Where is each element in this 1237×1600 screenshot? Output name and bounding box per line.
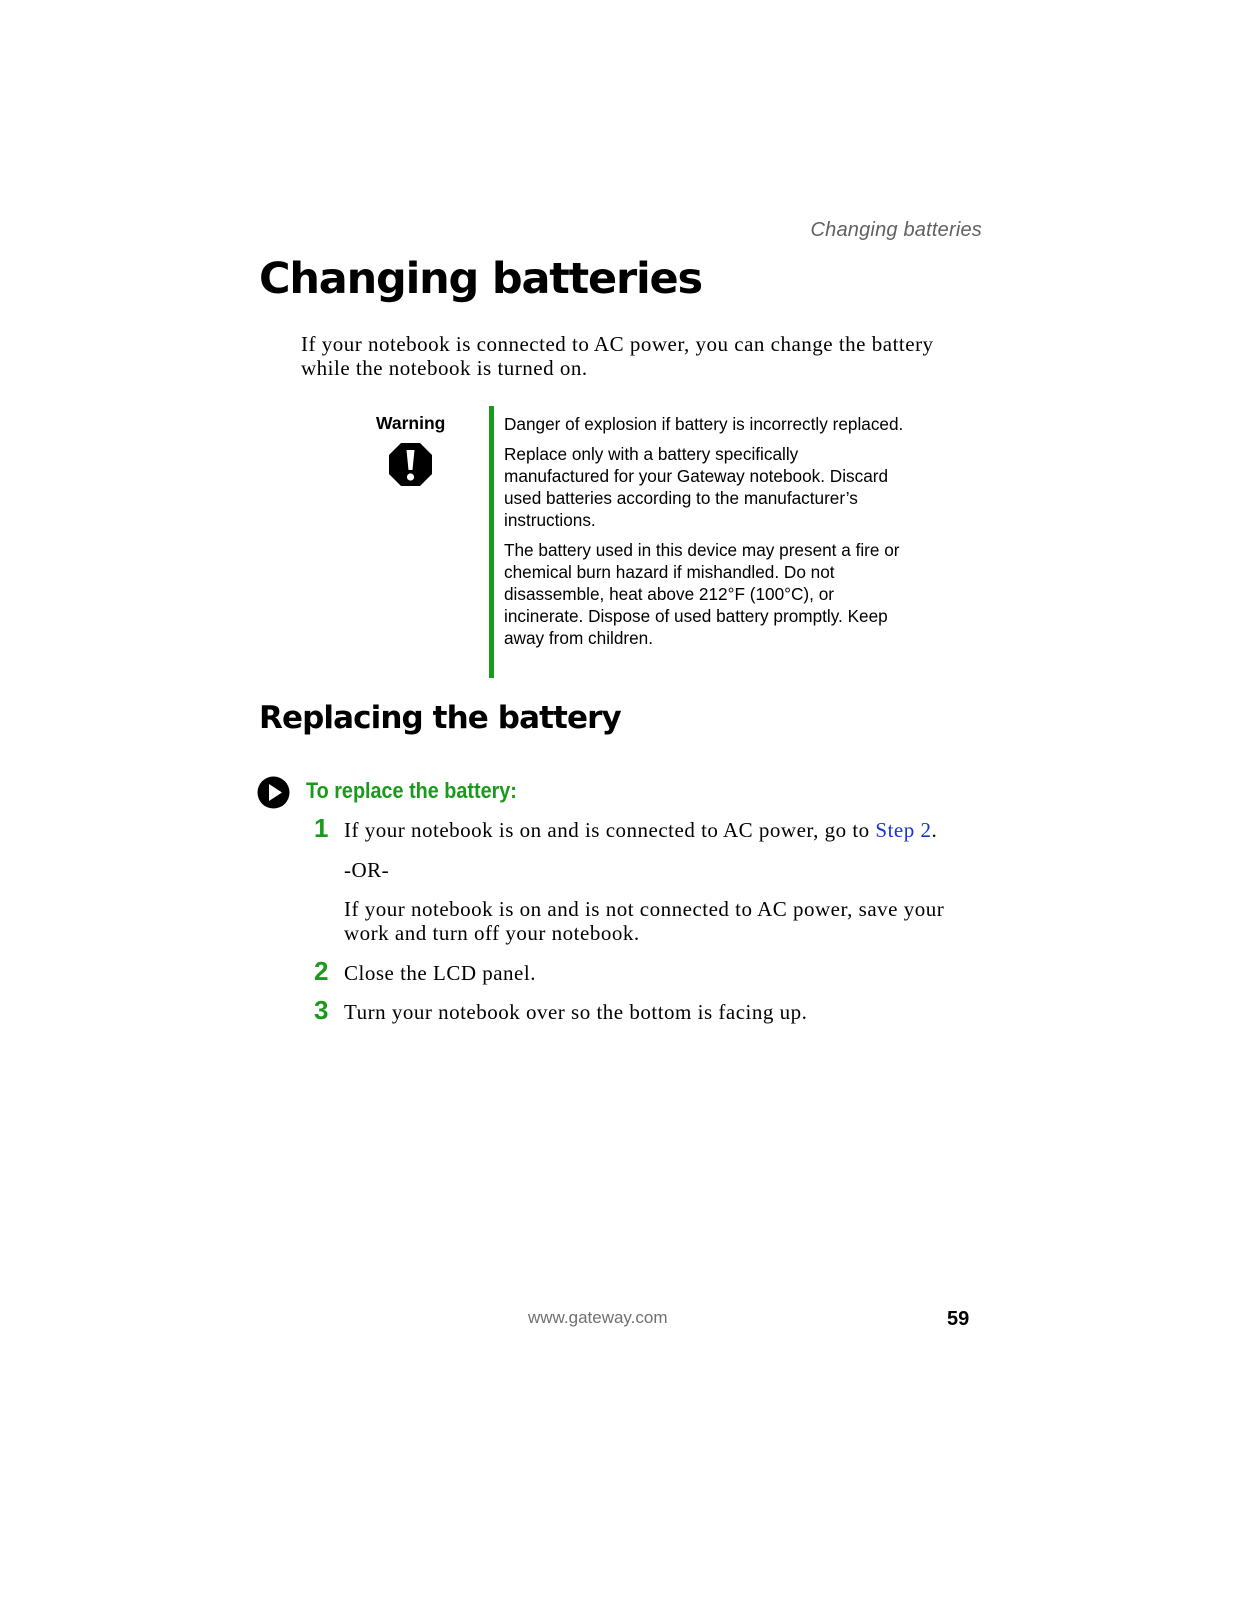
warning-paragraph: Replace only with a battery specifically manufactured for your Gateway notebook. Discard used batteries according to the manufacturer’s instructions. [504,444,889,530]
step-text: If your notebook is on and is not connected to AC power, save your work and turn off your notebook. [344,897,945,945]
page-number: 59 [947,1308,970,1330]
step-text: Turn your notebook over so the bottom is facing up. [344,1000,808,1024]
or-separator: -OR- [344,858,390,882]
warning-text [504,413,904,657]
step-text: Close the LCD panel. [344,961,536,985]
footer-url: www.gateway.com [528,1308,668,1327]
step-number: 3 [314,995,329,1025]
step-text-part: If your notebook is on and is connected to AC power, go to [344,818,876,842]
step-2-link[interactable]: Step 2 [875,818,932,842]
exclamation-warning-icon [388,442,433,487]
step-text-part: . [931,818,938,842]
step-number: 2 [314,956,329,986]
step-text [344,818,974,842]
warning-divider-bar [489,406,494,678]
warning-paragraph: Danger of explosion if battery is incorrectly replaced. [504,414,904,434]
section-title: Replacing the battery [259,700,621,736]
warning-label: Warning [376,413,446,433]
page-title: Changing batteries [259,254,702,304]
play-arrow-icon [257,776,290,809]
step-number: 1 [314,813,329,843]
procedure-heading: To replace the battery: [306,778,517,803]
running-header: Changing batteries [810,219,982,241]
intro-paragraph: If your notebook is connected to AC power, you can change the battery while the notebook is turned on. [301,332,934,380]
warning-paragraph: The battery used in this device may present a fire or chemical burn hazard if mishandled. Do not disassemble, heat above 212°F (100°C), or incinerate. Dispose of used battery promptly. Keep away from children. [504,540,900,648]
